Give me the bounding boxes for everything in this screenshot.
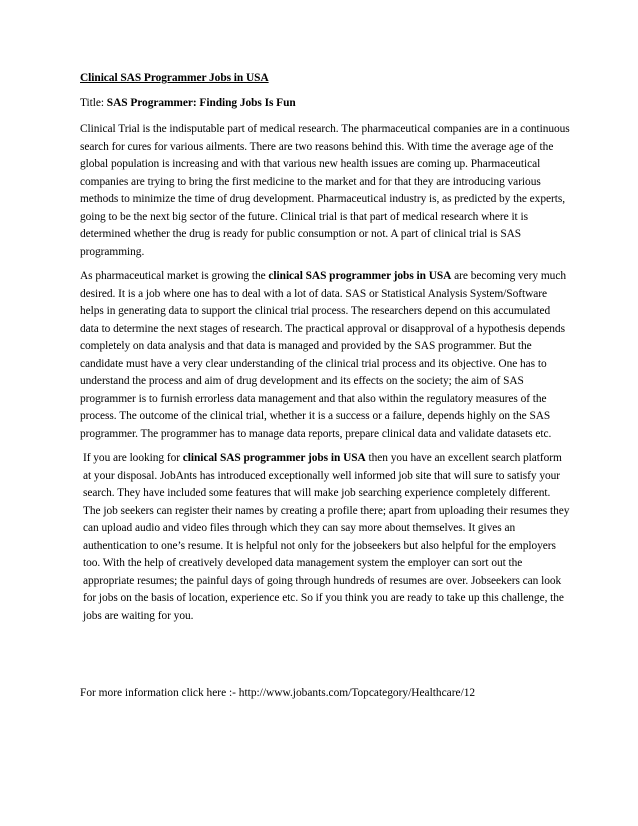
- paragraph-3-text-start: If you are looking for: [83, 452, 183, 464]
- title-label: Title:: [80, 96, 104, 109]
- paragraph-3-keyword: clinical SAS programmer jobs in USA: [182, 452, 366, 464]
- paragraph-3-text-end: then you have an excellent search platform at your disposal. JobAnts has introduced exceptionally well informed job site that will sure to satisfy your search. They have included some features that will make job searching experience completely different. The job seekers can register their names by creating a profile there; apart from uploading their resumes they can upload audio and video files through which they can say more about themselves. It gives an authentication to one’s resume. It is helpful not only for the jobseekers but also helpful for the employers too. With the help of creatively developed data management system the employer can sort out the appropriate resumes; the painful days of going through hundreds of resumes are over. Jobseekers can look for jobs on the basis of location, experience etc. So if you think you are ready to take up this challenge, the jobs are waiting for you.: [83, 452, 570, 622]
- paragraph-2-text-end: are becoming very much desired. It is a job where one has to deal with a lot of data. SAS or Statistical Analysis System/Software helps in generating data to support the clinical trial process. The researchers depend on this accumulated data to determine the next stages of research. The practical approval or disapproval of a hypothesis depends completely on data analysis and that data is managed and provided by the SAS programmer. But the candidate must have a very clear understanding of the clinical trial process and its objective. One has to understand the process and aim of drug development and its effects on the society; the aim of SAS programmer is to furnish errorless data management and that also within the regulatory measures of the process. The outcome of the clinical trial, whether it is a success or a failure, depends highly on the SAS programmer. The programmer has to manage data reports, prepare clinical data and validate datasets etc.: [80, 270, 566, 440]
- paragraph-1: Clinical Trial is the indisputable part of medical research. The pharmaceutical companies are in a continuous search for cures for various ailments. There are two reasons behind this. With time the average age of the global population is increasing and with that various new health issues are coming up. Pharmaceutical companies are trying to bring the first medicine to the market and for that they are introducing various methods to minimize the time of drug development. Pharmaceutical industry is, as predicted by the experts, going to be the next big sector of the future. Clinical trial is that part of medical research where it is determined whether the drug is ready for public consumption or not. A part of clinical trial is SAS programming.: [80, 123, 570, 258]
- document-heading: Clinical SAS Programmer Jobs in USA: [80, 72, 269, 84]
- more-info-text: For more information click here :-: [80, 687, 239, 699]
- document-page: [80, 70, 570, 632]
- title-value: SAS Programmer: Finding Jobs Is Fun: [106, 96, 296, 109]
- title-line: [80, 95, 570, 113]
- more-info-line: [80, 685, 570, 703]
- paragraph-2: [80, 268, 570, 443]
- jobants-link[interactable]: http://www.jobants.com/Topcategory/Healthcare/12: [238, 687, 476, 699]
- paragraph-2-text-start: As pharmaceutical market is growing the: [80, 270, 269, 282]
- paragraph-2-keyword: clinical SAS programmer jobs in USA: [268, 270, 452, 282]
- paragraph-3: [80, 450, 570, 625]
